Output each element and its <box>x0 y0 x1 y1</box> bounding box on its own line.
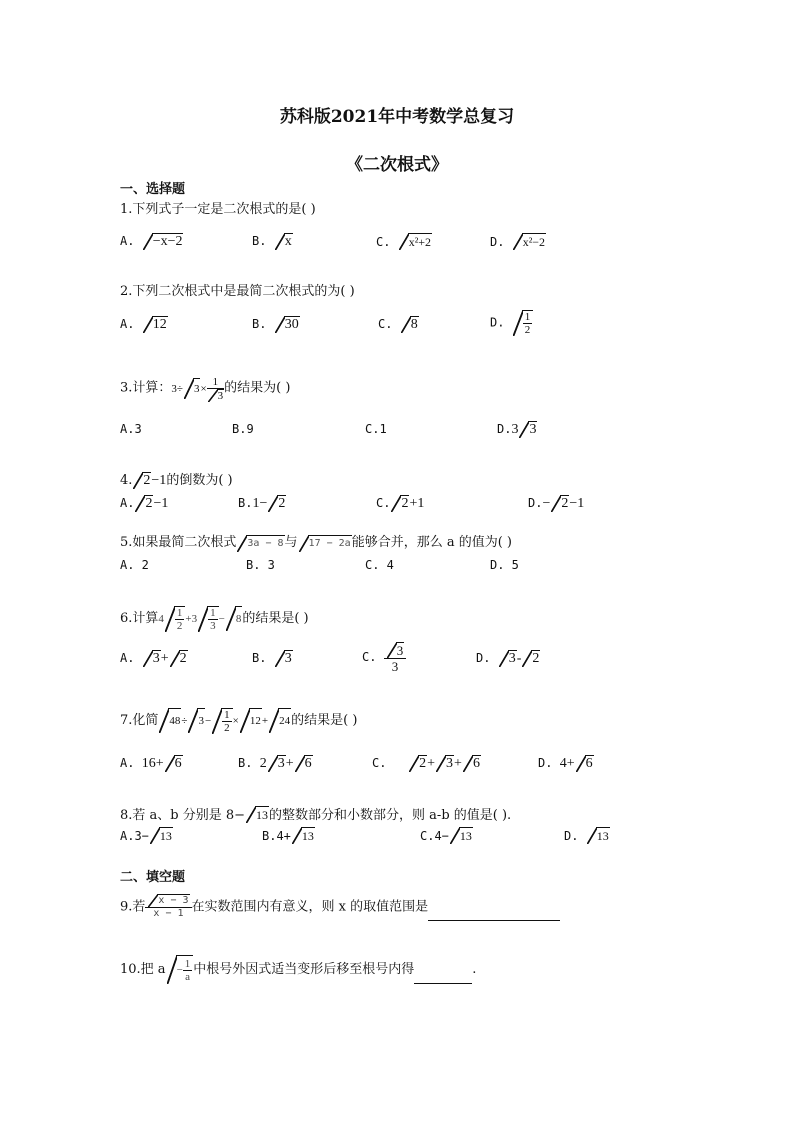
q2-option-d: D. $\frac{1}{2}$ <box>490 310 533 336</box>
q7-option-d: D. 4+ 6 <box>538 756 593 771</box>
radical: 30 <box>275 316 300 333</box>
q5-option-a: A. 2 <box>120 558 149 572</box>
radical: 17 − 2a <box>299 535 352 552</box>
q3-option-a: A.3 <box>120 422 142 436</box>
question-5-stem: 5.如果最简二次根式 3a − 8与 17 − 2a能够合并，那么 a 的值为( ) <box>120 535 512 550</box>
question-6-stem: 6.计算4 $\frac{1}{2}$ +3 $\frac{1}{3}$ − 8的结果是( ) <box>120 607 309 632</box>
question-7-stem: 7.化简 48÷ 3− $\frac{1}{2}$ × 12+ 24的结果是( ) <box>120 709 358 734</box>
q6-option-b: B. 3 <box>252 651 292 666</box>
q4-option-d: D.− 2−1 <box>528 496 585 511</box>
radical: 3 <box>519 421 537 438</box>
question-10-stem: 10.把 a − $\frac{1}{a}$ 中根号外因式适当变形后移至根号内得 . <box>120 955 476 984</box>
q6-option-a: A. 3+ 2 <box>120 651 187 666</box>
q2-option-a: A. 12 <box>120 317 167 332</box>
q1-option-b: B. x <box>252 234 292 249</box>
q7-option-c: C. 2+ 3+ 6 <box>372 756 480 771</box>
q6-option-c: C. $\frac{3}{3}$ <box>362 640 406 674</box>
q3-option-d: D.3 3 <box>497 422 537 437</box>
q5-option-b: B. 3 <box>246 558 275 572</box>
document-subtitle: 《二次根式》 <box>346 155 448 175</box>
q4-option-a: A. 2−1 <box>120 496 169 511</box>
q7-option-b: B. 2 3+ 6 <box>238 756 312 771</box>
radical: x²+2 <box>399 233 432 250</box>
radical: $\frac{1}{2}$ <box>513 310 534 336</box>
radical: 12 <box>143 316 168 333</box>
q7-option-a: A. 16+ 6 <box>120 756 182 771</box>
question-9-stem: 9.若 $\frac{x - 3}{x - 1}$ 在实数范围内有意义，则 x 的取值范围是 <box>120 894 560 921</box>
q4-option-b: B.1− 2 <box>238 496 286 511</box>
q3-option-c: C.1 <box>365 422 387 436</box>
document-title: 苏科版2021年中考数学总复习 <box>279 107 515 127</box>
q1-option-c: C. x²+2 <box>376 235 432 249</box>
q5-option-d: D. 5 <box>490 558 519 572</box>
radical: −x−2 <box>143 233 184 250</box>
answer-blank[interactable] <box>414 983 472 984</box>
q1-option-a: A. −x−2 <box>120 234 183 249</box>
section-heading-choice: 一、选择题 <box>120 182 186 197</box>
answer-blank[interactable] <box>428 920 560 921</box>
q4-option-c: C. 2+1 <box>376 496 425 511</box>
q8-option-a: A.3− 13 <box>120 829 172 843</box>
question-8-stem: 8.若 a、b 分别是 8− 13的整数部分和小数部分，则 a-b 的值是( ). <box>120 808 512 823</box>
question-2-stem: 2.下列二次根式中是最简二次根式的为( ) <box>120 284 355 299</box>
radical: x²−2 <box>513 233 546 250</box>
radical: 8 <box>401 316 419 333</box>
question-1-stem: 1.下列式子一定是二次根式的是( ) <box>120 202 316 217</box>
question-3-stem: 3.计算：3÷ 3× $\frac{1}{3}$ 的结果为( ) <box>120 376 291 402</box>
q6-option-d: D. 3- 2 <box>476 651 540 666</box>
q8-option-d: D. 13 <box>564 829 609 843</box>
q1-option-d: D. x²−2 <box>490 235 546 249</box>
q8-option-c: C.4− 13 <box>420 829 472 843</box>
radical: 2 <box>133 472 151 489</box>
q3-option-b: B.9 <box>232 422 254 436</box>
q2-option-b: B. 30 <box>252 317 299 332</box>
section-heading-fill: 二、填空题 <box>120 870 186 885</box>
radical: 3a − 8 <box>237 535 284 552</box>
radical: x <box>275 233 293 250</box>
q8-option-b: B.4+ 13 <box>262 829 314 843</box>
question-4-stem: 4. 2−1的倒数为( ) <box>120 473 233 488</box>
q2-option-c: C. 8 <box>378 317 418 332</box>
q5-option-c: C. 4 <box>365 558 394 572</box>
